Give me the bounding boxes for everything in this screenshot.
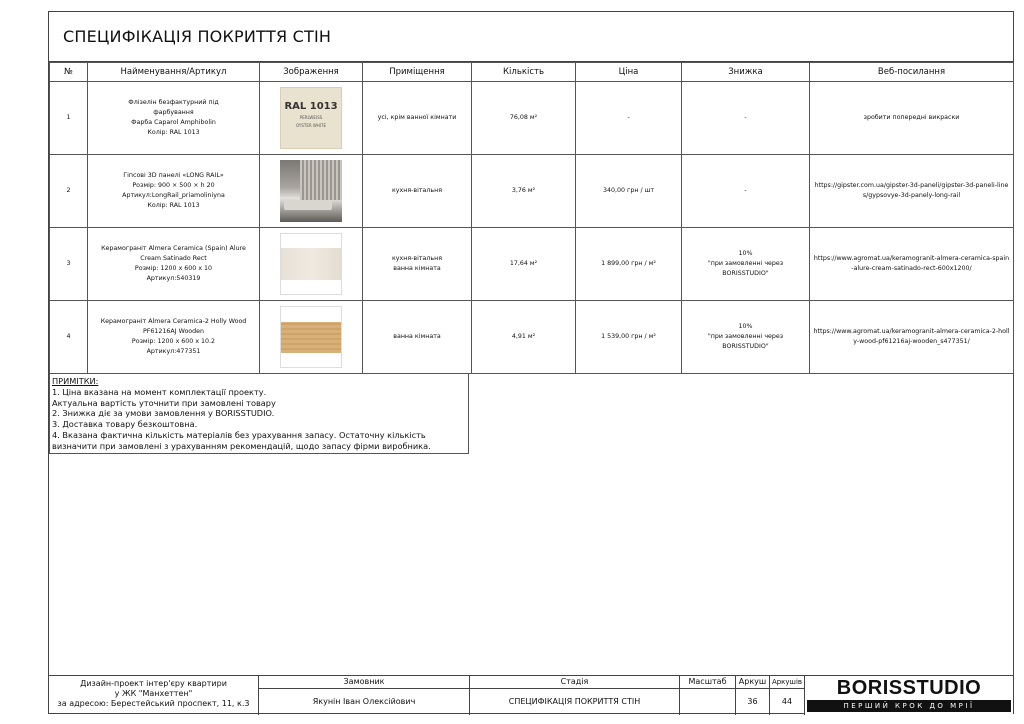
item-name-line: фарбування xyxy=(153,109,194,116)
weblink-cell[interactable]: https://www.agromat.ua/keramogranit-almera-ceramica-spain-alure-cream-satinado-rect-600x1200/ xyxy=(810,228,1014,301)
room-cell xyxy=(363,301,472,374)
item-name-line: Фарба Caparol Amphibolin xyxy=(131,119,216,126)
sheet-label: Аркуш xyxy=(736,676,769,689)
discount-line: - xyxy=(744,187,747,194)
weblink-cell[interactable]: https://gipster.com.ua/gipster-3d-paneli/gipster-3d-paneli-lines/gypsovye-3d-panely-long-rail xyxy=(810,155,1014,228)
note-line: визначити при замовлені з урахуванням рекомендацій, щодо запасу фірми виробника. xyxy=(52,440,431,451)
header-name: Найменування/Артикул xyxy=(88,63,260,82)
stage-label: Стадія xyxy=(470,676,679,689)
note-line: 4. Вказана фактична кількість матеріалів без урахування запасу. Остаточну кількість xyxy=(52,429,426,440)
discount-cell xyxy=(682,155,810,228)
item-name-line: Артикул:LongRail_priamoliniyna xyxy=(122,192,225,199)
interior-panel-image xyxy=(280,160,342,222)
item-name-line: Керамограніт Almera Ceramica (Spain) Alure xyxy=(101,245,246,252)
quantity-cell: 17,64 м² xyxy=(472,228,576,301)
tile-band xyxy=(281,322,341,353)
discount-line: 10% xyxy=(738,250,753,257)
discount-cell xyxy=(682,82,810,155)
discount-line: - xyxy=(744,114,747,121)
header-room: Приміщення xyxy=(363,63,472,82)
sheets-total: 44 xyxy=(781,697,793,706)
table-row xyxy=(50,228,1014,301)
discount-line: 10% xyxy=(738,323,753,330)
notes-block xyxy=(49,373,469,454)
discount-line: BORISSTUDIO" xyxy=(722,270,769,277)
stage-cell xyxy=(470,676,680,715)
cream-tile-image xyxy=(280,233,342,295)
weblink-cell[interactable]: https://www.agromat.ua/keramogranit-almera-ceramica-2-holly-wood-pf61216aj-wooden_s477351/ xyxy=(810,301,1014,374)
table-row xyxy=(50,301,1014,374)
page-title: СПЕЦИФІКАЦІЯ ПОКРИТТЯ СТІН xyxy=(63,27,332,46)
header-image: Зображення xyxy=(260,63,363,82)
row-number: 4 xyxy=(50,301,88,374)
scale-value xyxy=(680,689,735,714)
swatch-sub: OYSTER WHITE xyxy=(295,123,327,128)
client-label: Замовник xyxy=(259,676,469,689)
item-name-line: Cream Satinado Rect xyxy=(140,255,207,262)
room-cell xyxy=(363,155,472,228)
table-row xyxy=(50,82,1014,155)
item-name xyxy=(88,155,260,228)
swatch-label: RAL 1013 xyxy=(284,101,338,112)
quantity-cell: 4,91 м² xyxy=(472,301,576,374)
item-name-line: Артикул:477351 xyxy=(146,348,201,355)
table-row xyxy=(50,155,1014,228)
scale-cell xyxy=(680,676,736,715)
logo-slogan: ПЕРШИЙ КРОК ДО МРІЇ xyxy=(807,700,1011,712)
item-image-cell xyxy=(260,82,363,155)
item-name xyxy=(88,301,260,374)
item-name-line: Артикул:540319 xyxy=(146,275,201,282)
project-line: у ЖК "Манхеттен" xyxy=(114,689,193,698)
item-name-line: PF61216AJ Wooden xyxy=(142,328,205,335)
title-bar xyxy=(49,12,1013,62)
room-cell xyxy=(363,82,472,155)
discount-cell xyxy=(682,301,810,374)
weblink-cell: зробити попередні викраски xyxy=(810,82,1014,155)
client-cell xyxy=(259,676,470,715)
ral-swatch-image xyxy=(280,87,342,149)
item-image-cell xyxy=(260,301,363,374)
client-name: Якунін Іван Олексійович xyxy=(312,697,416,706)
room-cell xyxy=(363,228,472,301)
header-discount: Знижка xyxy=(682,63,810,82)
item-name-line: Керамограніт Almera Ceramica-2 Holly Wood xyxy=(100,318,247,325)
sheet-number: 36 xyxy=(747,697,758,706)
logo-text: BORISSTUDIO xyxy=(836,677,982,699)
borisstudio-logo xyxy=(805,676,1013,715)
row-number: 2 xyxy=(50,155,88,228)
item-name-line: Гіпсові 3D панелі «LONG RAIL» xyxy=(123,172,224,179)
discount-line: BORISSTUDIO" xyxy=(722,343,769,350)
note-line: 1. Ціна вказана на момент комплектації проекту. xyxy=(52,386,267,397)
item-image-cell xyxy=(260,228,363,301)
sheet-cell xyxy=(736,676,770,715)
tile-band xyxy=(281,248,341,280)
header-number: № xyxy=(50,63,88,82)
project-line: Дизайн-проект інтер'єру квартири xyxy=(80,679,227,688)
item-name xyxy=(88,82,260,155)
row-number: 1 xyxy=(50,82,88,155)
quantity-cell: 76,08 м² xyxy=(472,82,576,155)
panel-stripes xyxy=(300,160,342,200)
room-line: кухня-вітальня xyxy=(391,255,443,262)
specification-table xyxy=(49,62,1014,374)
title-block xyxy=(49,675,1013,714)
wood-tile-image xyxy=(280,306,342,368)
room-line: ванна кімната xyxy=(393,265,441,272)
discount-line: "при замовленні через xyxy=(707,260,784,267)
row-number: 3 xyxy=(50,228,88,301)
discount-line: "при замовленні через xyxy=(707,333,784,340)
item-name-line: Флізелін безфактурний під xyxy=(128,99,219,106)
room-line: усі, крім ванної кімнати xyxy=(377,114,457,121)
price-cell: 340,00 грн / шт xyxy=(576,155,682,228)
table-header-row xyxy=(50,63,1014,82)
note-line: Актуальна вартість уточнити при замовлені товару xyxy=(52,397,276,408)
project-line: за адресою: Берестейський проспект, 11, к.3 xyxy=(57,699,250,708)
item-name-line: Колір: RAL 1013 xyxy=(147,129,200,136)
sheets-label: Аркушів xyxy=(770,676,804,689)
price-cell: 1 539,00 грн / м² xyxy=(576,301,682,374)
stage-value: СПЕЦИФІКАЦІЯ ПОКРИТТЯ СТІН xyxy=(508,697,641,706)
drawing-sheet xyxy=(48,11,1014,714)
room-line: кухня-вітальня xyxy=(391,187,443,194)
sheets-cell xyxy=(770,676,805,715)
note-line: 2. Знижка діє за умови замовлення у BORISSTUDIO. xyxy=(52,408,275,419)
header-price: Ціна xyxy=(576,63,682,82)
notes-heading: ПРИМІТКИ: xyxy=(52,376,99,386)
swatch-sub: PERLWEISS xyxy=(299,115,323,120)
note-line: 3. Доставка товару безкоштовна. xyxy=(52,419,198,430)
price-cell: 1 899,00 грн / м² xyxy=(576,228,682,301)
item-name-line: Розмір: 1200 x 600 x 10.2 xyxy=(131,338,216,345)
scale-label: Масштаб xyxy=(680,676,735,689)
item-name-line: Розмір: 900 × 500 × h 20 xyxy=(132,182,215,189)
price-cell: - xyxy=(576,82,682,155)
item-image-cell xyxy=(260,155,363,228)
quantity-cell: 3,76 м² xyxy=(472,155,576,228)
header-weblink: Веб-посилання xyxy=(810,63,1014,82)
room-line: ванна кімната xyxy=(393,333,441,340)
discount-cell xyxy=(682,228,810,301)
sofa-shape xyxy=(284,200,332,210)
project-description xyxy=(49,676,259,715)
item-name-line: Колір: RAL 1013 xyxy=(147,202,200,209)
item-name xyxy=(88,228,260,301)
header-quantity: Кількість xyxy=(472,63,576,82)
item-name-line: Розмір: 1200 x 600 x 10 xyxy=(134,265,213,272)
